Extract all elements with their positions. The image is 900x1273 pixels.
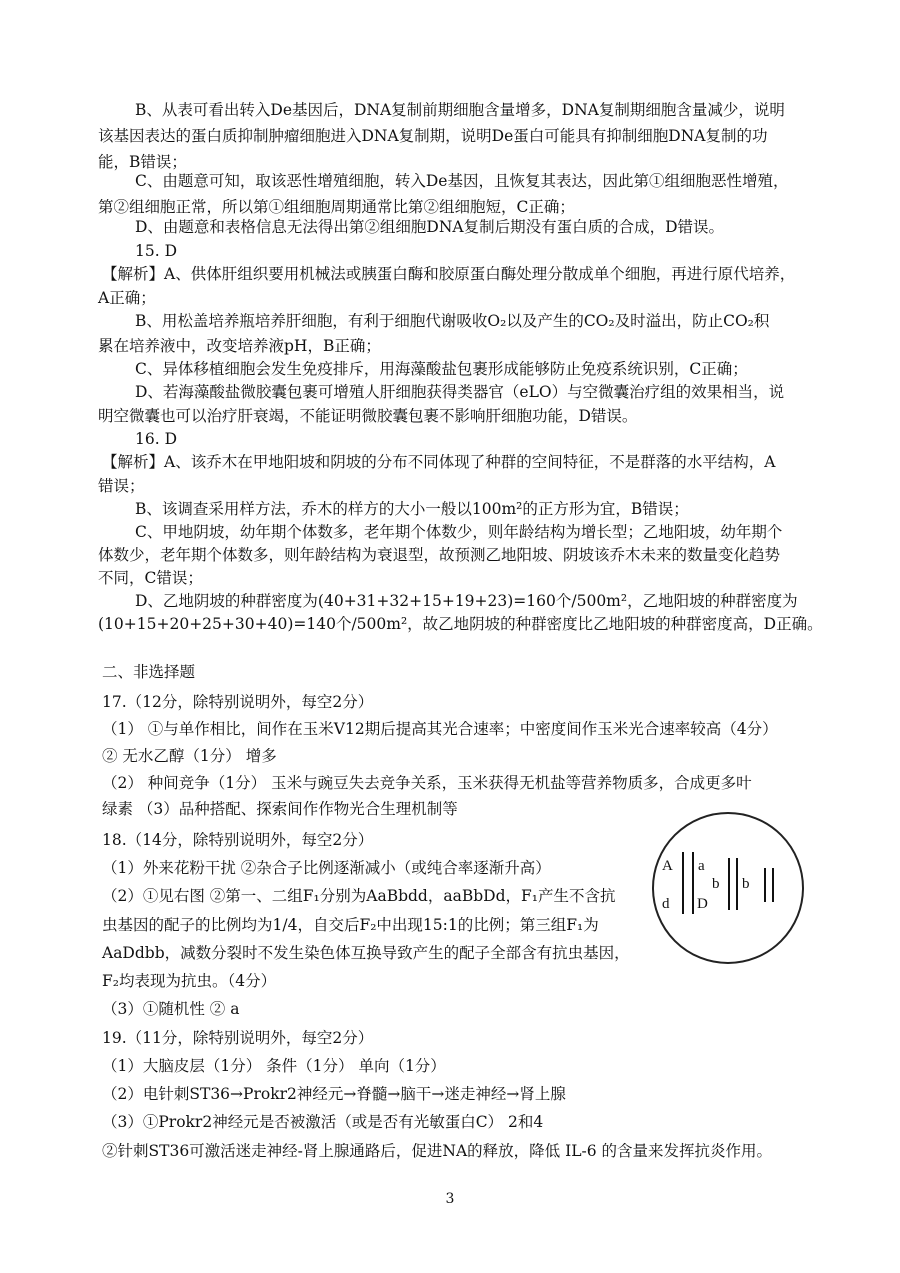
- allele-label: b: [712, 876, 720, 892]
- allele-label: A: [662, 858, 673, 874]
- allele-label: d: [662, 896, 670, 912]
- text-line: 该基因表达的蛋白质抑制肿瘤细胞进入DNA复制期，说明De蛋白可能具有抑制细胞DNA复制的功: [98, 127, 768, 145]
- answer-line: 绿素 （3）品种搭配、探索间作作物光合生理机制等: [102, 800, 458, 818]
- allele-label: b: [742, 876, 750, 892]
- answer-line: （1）外来花粉干扰 ②杂合子比例逐渐减小（或纯合率逐渐升高）: [102, 859, 551, 877]
- text-line: C、由题意可知，取该恶性增殖细胞，转入De基因，且恢复其表达，因此第①组细胞恶性增殖，: [135, 172, 789, 190]
- text-line: (10+15+20+25+30+40)=140个/500m²，故乙地阴坡的种群密度比乙地阳坡的种群密度高，D正确。: [98, 615, 823, 633]
- text-line: B、该调查采用样方法，乔木的样方的大小一般以100m²的正方形为宜，B错误；: [135, 500, 689, 518]
- answer-line: （3）①随机性 ② a: [102, 1000, 240, 1018]
- question-heading: 18.（14分，除特别说明外，每空2分）: [102, 831, 374, 849]
- answer-line: AaDdbb，减数分裂时不发生染色体互换导致产生的配子全部含有抗虫基因，: [102, 944, 630, 962]
- question-heading: 19.（11分，除特别说明外，每空2分）: [102, 1029, 374, 1047]
- text-line: 错误；: [98, 477, 145, 495]
- chromosome-bar: [728, 858, 730, 910]
- answer-line: ② 无水乙醇（1分） 增多: [102, 747, 277, 765]
- question-number: 16. D: [135, 430, 178, 448]
- text-line: 体数少，老年期个体数多，则年龄结构为衰退型，故预测乙地阳坡、阴坡该乔木未来的数量变化趋势: [98, 546, 781, 564]
- text-line: 累在培养液中，改变培养液pH，B正确；: [98, 337, 381, 355]
- text-line: D、由题意和表格信息无法得出第②组细胞DNA复制后期没有蛋白质的合成，D错误。: [135, 218, 725, 236]
- analysis-line: 【解析】A、供体肝组织要用机械法或胰蛋白酶和胶原蛋白酶处理分散成单个细胞，再进行原代培养，: [102, 265, 796, 283]
- text-line: B、从表可看出转入De基因后，DNA复制前期细胞含量增多，DNA复制期细胞含量减少，说明: [135, 101, 785, 119]
- answer-line: （2）电针刺ST36→Prokr2神经元→脊髓→脑干→迷走神经→肾上腺: [102, 1085, 566, 1103]
- chromosome-bar: [764, 868, 766, 902]
- allele-label: a: [698, 858, 705, 874]
- text-line: D、乙地阴坡的种群密度为(40+31+32+15+19+23)=160个/500m²，乙地阳坡的种群密度为: [135, 592, 798, 610]
- text-line: D、若海藻酸盐微胶囊包裹可增殖人肝细胞获得类器官（eLO）与空微囊治疗组的效果相当，说: [135, 383, 785, 401]
- chromosome-bar: [692, 852, 694, 914]
- chromosome-diagram: [652, 812, 804, 964]
- answer-line: （1） ①与单作相比，间作在玉米V12期后提高其光合速率；中密度间作玉米光合速率较高（4分）: [102, 720, 778, 738]
- answer-line: （1）大脑皮层（1分） 条件（1分） 单向（1分）: [102, 1057, 446, 1075]
- analysis-line: 【解析】A、该乔木在甲地阳坡和阴坡的分布不同体现了种群的空间特征，不是群落的水平结构，A: [102, 453, 776, 471]
- section-heading: 二、非选择题: [102, 663, 196, 681]
- answer-line: （3）①Prokr2神经元是否被激活（或是否有光敏蛋白C） 2和4: [102, 1113, 544, 1131]
- answer-line: （2） 种间竞争（1分） 玉米与豌豆失去竞争关系，玉米获得无机盐等营养物质多，合成更多叶: [102, 774, 752, 792]
- answer-line: 虫基因的配子的比例均为1/4，自交后F₂中出现15:1的比例；第三组F₁为: [102, 916, 599, 934]
- text-line: 不同，C错误；: [98, 569, 203, 587]
- page-number: 3: [445, 1191, 455, 1207]
- chromosome-bar: [682, 852, 684, 914]
- text-line: A正确；: [98, 289, 156, 307]
- chromosome-bar: [736, 858, 738, 910]
- allele-label: D: [697, 896, 708, 912]
- chromosome-bar: [772, 868, 774, 902]
- answer-line: F₂均表现为抗虫。（4分）: [102, 972, 277, 990]
- text-line: C、甲地阴坡，幼年期个体数多，老年期个体数少，则年龄结构为增长型；乙地阳坡，幼年期个: [135, 523, 783, 541]
- text-line: C、异体移植细胞会发生免疫排斥，用海藻酸盐包裹形成能够防止免疫系统识别，C正确；: [135, 360, 748, 378]
- answer-line: （2）①见右图 ②第一、二组F₁分别为AaBbdd，aaBbDd，F₁产生不含抗: [102, 887, 616, 905]
- question-heading: 17.（12分，除特别说明外，每空2分）: [102, 693, 374, 711]
- text-line: 能，B错误；: [98, 153, 187, 171]
- question-number: 15. D: [135, 242, 178, 260]
- text-line: 明空微囊也可以治疗肝衰竭，不能证明微胶囊包裹不影响肝细胞功能，D错误。: [98, 407, 638, 425]
- text-line: 第②组细胞正常，所以第①组细胞周期通常比第②组细胞短，C正确；: [98, 198, 575, 216]
- text-line: B、用松盖培养瓶培养肝细胞，有利于细胞代谢吸收O₂以及产生的CO₂及时溢出，防止CO₂积: [135, 312, 770, 330]
- answer-line: ②针刺ST36可激活迷走神经-肾上腺通路后，促进NA的释放，降低 IL-6 的含量来发挥抗炎作用。: [102, 1142, 773, 1160]
